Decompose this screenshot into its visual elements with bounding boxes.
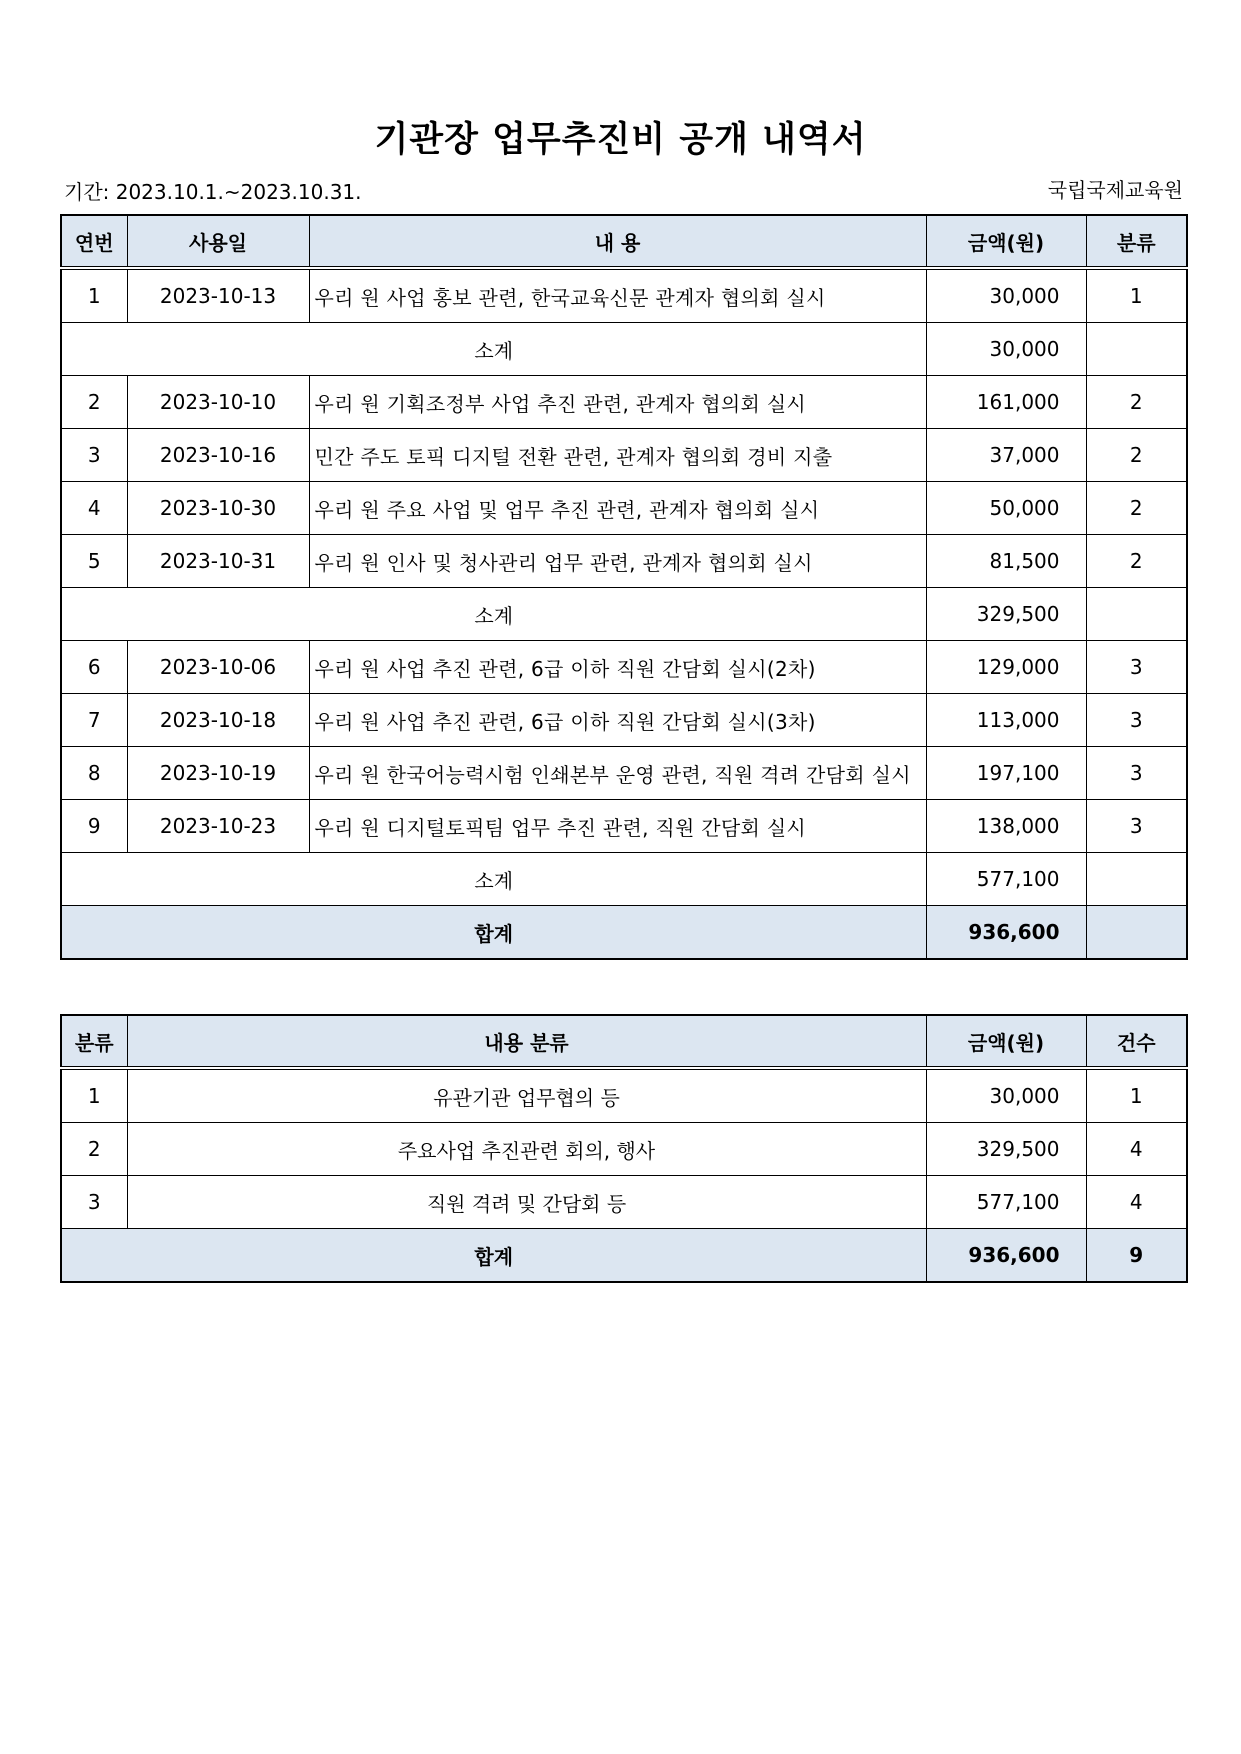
row-date: 2023-10-13 xyxy=(127,268,309,323)
row-content: 우리 원 주요 사업 및 업무 추진 관련, 관계자 협의회 실시 xyxy=(309,482,926,535)
row-content: 우리 원 사업 추진 관련, 6급 이하 직원 간담회 실시(2차) xyxy=(309,641,926,694)
row-category: 3 xyxy=(1086,694,1187,747)
table-row xyxy=(61,535,1187,588)
total-row xyxy=(61,1229,1187,1283)
period-label: 기간: 2023.10.1.~2023.10.31. xyxy=(64,180,362,204)
row-count: 4 xyxy=(1086,1123,1187,1176)
total-label: 합계 xyxy=(61,1229,926,1283)
row-amount: 81,500 xyxy=(926,535,1086,588)
row-no: 5 xyxy=(61,535,127,588)
row-content: 민간 주도 토픽 디지털 전환 관련, 관계자 협의회 경비 지출 xyxy=(309,429,926,482)
table-row xyxy=(61,1123,1187,1176)
subtotal-amount: 30,000 xyxy=(926,323,1086,376)
subtotal-amount: 329,500 xyxy=(926,588,1086,641)
row-date: 2023-10-23 xyxy=(127,800,309,853)
table-row xyxy=(61,482,1187,535)
total-label: 합계 xyxy=(61,906,926,960)
total-count: 9 xyxy=(1086,1229,1187,1283)
row-description: 유관기관 업무협의 등 xyxy=(127,1068,926,1123)
row-no: 1 xyxy=(61,268,127,323)
row-category: 2 xyxy=(1086,535,1187,588)
row-content: 우리 원 사업 홍보 관련, 한국교육신문 관계자 협의회 실시 xyxy=(309,268,926,323)
row-date: 2023-10-06 xyxy=(127,641,309,694)
expense-table xyxy=(60,214,1188,960)
page-title: 기관장 업무추진비 공개 내역서 xyxy=(374,120,867,160)
row-content: 우리 원 한국어능력시험 인쇄본부 운영 관련, 직원 격려 간담회 실시 xyxy=(309,747,926,800)
header-no: 연번 xyxy=(61,215,127,268)
subtotal-category-empty xyxy=(1086,588,1187,641)
row-amount: 197,100 xyxy=(926,747,1086,800)
row-no: 3 xyxy=(61,429,127,482)
row-amount: 329,500 xyxy=(926,1123,1086,1176)
row-count: 4 xyxy=(1086,1176,1187,1229)
row-description: 직원 격려 및 간담회 등 xyxy=(127,1176,926,1229)
header-count: 건수 xyxy=(1086,1015,1187,1068)
header-amount: 금액(원) xyxy=(926,215,1086,268)
header-amount: 금액(원) xyxy=(926,1015,1086,1068)
table-row xyxy=(61,376,1187,429)
row-category: 3 xyxy=(1086,747,1187,800)
row-content: 우리 원 인사 및 청사관리 업무 관련, 관계자 협의회 실시 xyxy=(309,535,926,588)
row-category: 2 xyxy=(1086,482,1187,535)
row-amount: 50,000 xyxy=(926,482,1086,535)
row-no: 4 xyxy=(61,482,127,535)
expense-table-body xyxy=(61,268,1187,959)
subtotal-row xyxy=(61,588,1187,641)
row-no: 6 xyxy=(61,641,127,694)
subtotal-category-empty xyxy=(1086,853,1187,906)
organization-name: 국립국제교육원 xyxy=(1047,178,1183,202)
row-amount: 37,000 xyxy=(926,429,1086,482)
row-content: 우리 원 기획조정부 사업 추진 관련, 관계자 협의회 실시 xyxy=(309,376,926,429)
row-date: 2023-10-10 xyxy=(127,376,309,429)
row-amount: 577,100 xyxy=(926,1176,1086,1229)
total-amount: 936,600 xyxy=(926,906,1086,960)
row-category: 3 xyxy=(1086,641,1187,694)
table-row xyxy=(61,800,1187,853)
row-amount: 129,000 xyxy=(926,641,1086,694)
summary-table xyxy=(60,1014,1188,1283)
row-category: 1 xyxy=(61,1068,127,1123)
table-row xyxy=(61,268,1187,323)
header-category: 분류 xyxy=(61,1015,127,1068)
table-row xyxy=(61,1176,1187,1229)
row-date: 2023-10-16 xyxy=(127,429,309,482)
subtotal-label: 소계 xyxy=(61,588,926,641)
summary-table-body xyxy=(61,1068,1187,1282)
row-description: 주요사업 추진관련 회의, 행사 xyxy=(127,1123,926,1176)
row-no: 2 xyxy=(61,376,127,429)
row-date: 2023-10-19 xyxy=(127,747,309,800)
row-amount: 138,000 xyxy=(926,800,1086,853)
row-amount: 113,000 xyxy=(926,694,1086,747)
row-category: 3 xyxy=(1086,800,1187,853)
row-no: 7 xyxy=(61,694,127,747)
expense-table-header xyxy=(61,215,1187,268)
row-no: 9 xyxy=(61,800,127,853)
row-no: 8 xyxy=(61,747,127,800)
subtotal-category-empty xyxy=(1086,323,1187,376)
row-amount: 30,000 xyxy=(926,268,1086,323)
row-content: 우리 원 디지털토픽팀 업무 추진 관련, 직원 간담회 실시 xyxy=(309,800,926,853)
row-category: 2 xyxy=(1086,429,1187,482)
table-row xyxy=(61,429,1187,482)
row-amount: 161,000 xyxy=(926,376,1086,429)
subtotal-amount: 577,100 xyxy=(926,853,1086,906)
table-row xyxy=(61,747,1187,800)
subtotal-label: 소계 xyxy=(61,853,926,906)
header-content: 내 용 xyxy=(309,215,926,268)
header-date: 사용일 xyxy=(127,215,309,268)
total-amount: 936,600 xyxy=(926,1229,1086,1283)
table-row xyxy=(61,694,1187,747)
header-description: 내용 분류 xyxy=(127,1015,926,1068)
row-date: 2023-10-30 xyxy=(127,482,309,535)
table-row xyxy=(61,1068,1187,1123)
row-amount: 30,000 xyxy=(926,1068,1086,1123)
row-category: 3 xyxy=(61,1176,127,1229)
row-content: 우리 원 사업 추진 관련, 6급 이하 직원 간담회 실시(3차) xyxy=(309,694,926,747)
row-category: 2 xyxy=(1086,376,1187,429)
table-row xyxy=(61,641,1187,694)
row-count: 1 xyxy=(1086,1068,1187,1123)
summary-table-header xyxy=(61,1015,1187,1068)
subtotal-row xyxy=(61,853,1187,906)
subtotal-row xyxy=(61,323,1187,376)
row-category: 1 xyxy=(1086,268,1187,323)
subtotal-label: 소계 xyxy=(61,323,926,376)
row-date: 2023-10-31 xyxy=(127,535,309,588)
header-category: 분류 xyxy=(1086,215,1187,268)
total-category-empty xyxy=(1086,906,1187,960)
total-row xyxy=(61,906,1187,960)
row-category: 2 xyxy=(61,1123,127,1176)
row-date: 2023-10-18 xyxy=(127,694,309,747)
